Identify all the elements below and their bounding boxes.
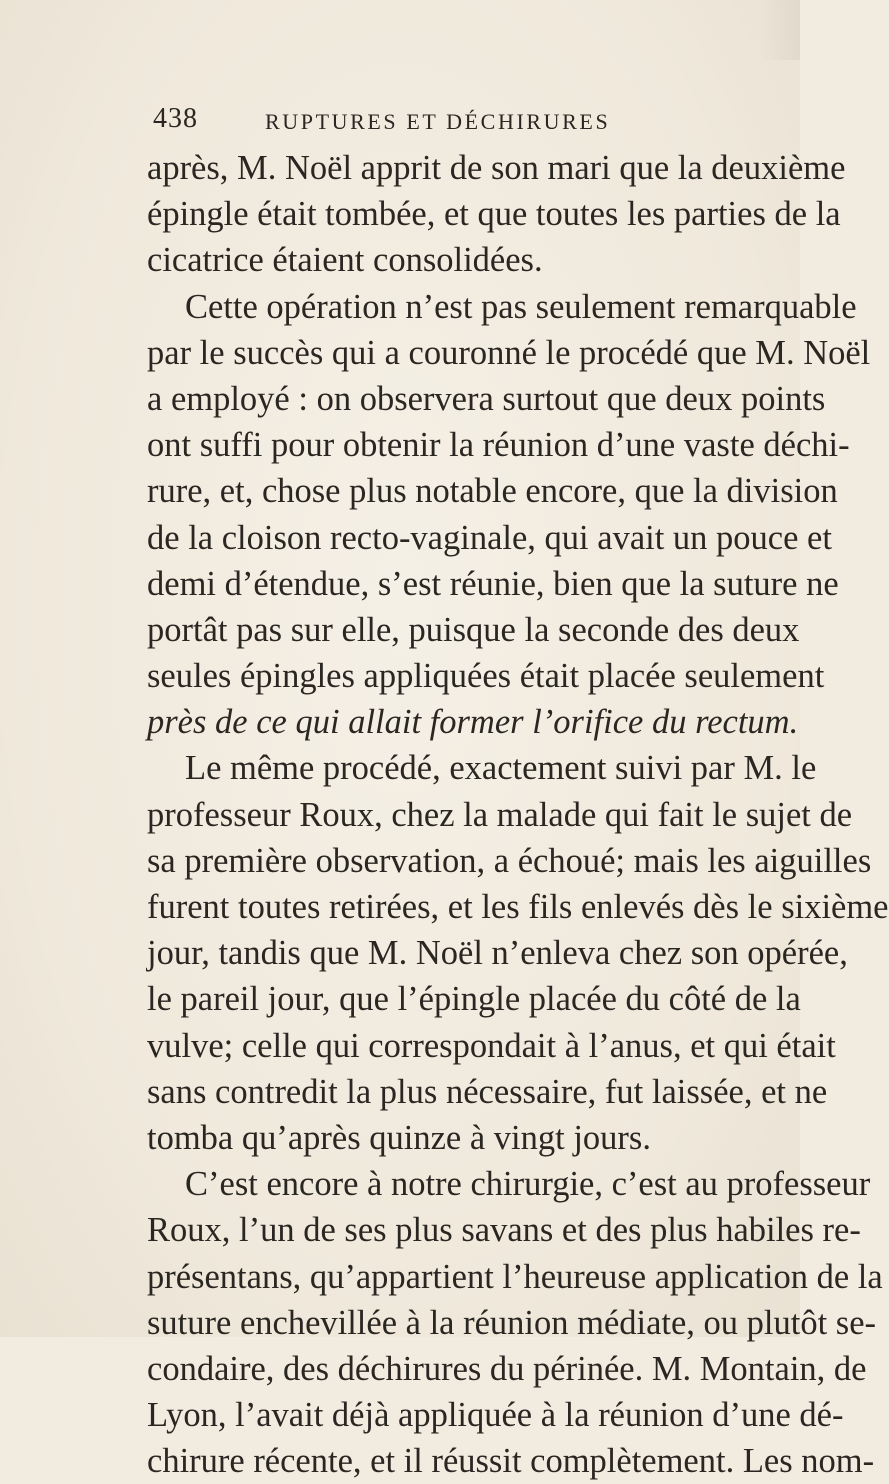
- text-line: le pareil jour, que l’épingle placée du côté de la: [147, 980, 801, 1019]
- text-line: tomba qu’après quinze à vingt jours.: [147, 1118, 651, 1157]
- page-number: 438: [153, 103, 198, 134]
- text-line: demi d’étendue, s’est réunie, bien que la suture ne: [147, 564, 839, 603]
- text-line: vulve; celle qui correspondait à l’anus, et qui était: [147, 1026, 836, 1065]
- text-line: épingle était tombée, et que toutes les parties de la: [147, 195, 841, 234]
- text-line: cicatrice étaient consolidées.: [147, 241, 543, 280]
- paragraph-start-line: Cette opération n’est pas seulement remarquable: [185, 287, 857, 326]
- text-line: par le succès qui a couronné le procédé que M. Noël: [147, 333, 871, 372]
- text-line: Lyon, l’avait déjà appliquée à la réunion d’une dé-: [147, 1396, 844, 1435]
- page-header: [153, 103, 713, 139]
- italic-text-line: près de ce qui allait former l’orifice du rectum.: [147, 703, 799, 742]
- text-line: Roux, l’un de ses plus savans et des plus habiles re-: [147, 1211, 861, 1250]
- text-line: présentans, qu’appartient l’heureuse application de la: [147, 1257, 883, 1296]
- text-line: après, M. Noël apprit de son mari que la deuxième: [147, 149, 846, 187]
- text-line: sans contredit la plus nécessaire, fut laissée, et ne: [147, 1072, 828, 1111]
- paragraph-start-line: Le même procédé, exactement suivi par M. le: [185, 749, 817, 788]
- text-line: ont suffi pour obtenir la réunion d’une vaste déchi-: [147, 426, 850, 465]
- running-head: RUPTURES ET DÉCHIRURES: [265, 109, 611, 134]
- body-text: [147, 145, 889, 1484]
- text-line: professeur Roux, chez la malade qui fait le sujet de: [147, 795, 853, 834]
- text-line: seules épingles appliquées était placée seulement: [147, 657, 825, 696]
- text-line: sa première observation, a échoué; mais les aiguilles: [147, 841, 872, 880]
- text-line: chirure récente, et il réussit complètement. Les nom-: [147, 1442, 875, 1481]
- text-line: rure, et, chose plus notable encore, que la division: [147, 472, 838, 511]
- text-line: suture enchevillée à la réunion médiate, ou plutôt se-: [147, 1303, 877, 1342]
- text-line: furent toutes retirées, et les fils enlevés dès le sixième: [147, 888, 889, 926]
- text-line: portât pas sur elle, puisque la seconde des deux: [147, 610, 800, 649]
- text-line: jour, tandis que M. Noël n’enleva chez son opérée,: [147, 934, 848, 973]
- text-line: a employé : on observera surtout que deux points: [147, 379, 826, 418]
- text-line: de la cloison recto-vaginale, qui avait un pouce et: [147, 518, 832, 557]
- page-edge-shadow: [758, 0, 800, 60]
- paragraph-start-line: C’est encore à notre chirurgie, c’est au professeur: [185, 1165, 871, 1204]
- text-line: condaire, des déchirures du périnée. M. Montain, de: [147, 1349, 867, 1388]
